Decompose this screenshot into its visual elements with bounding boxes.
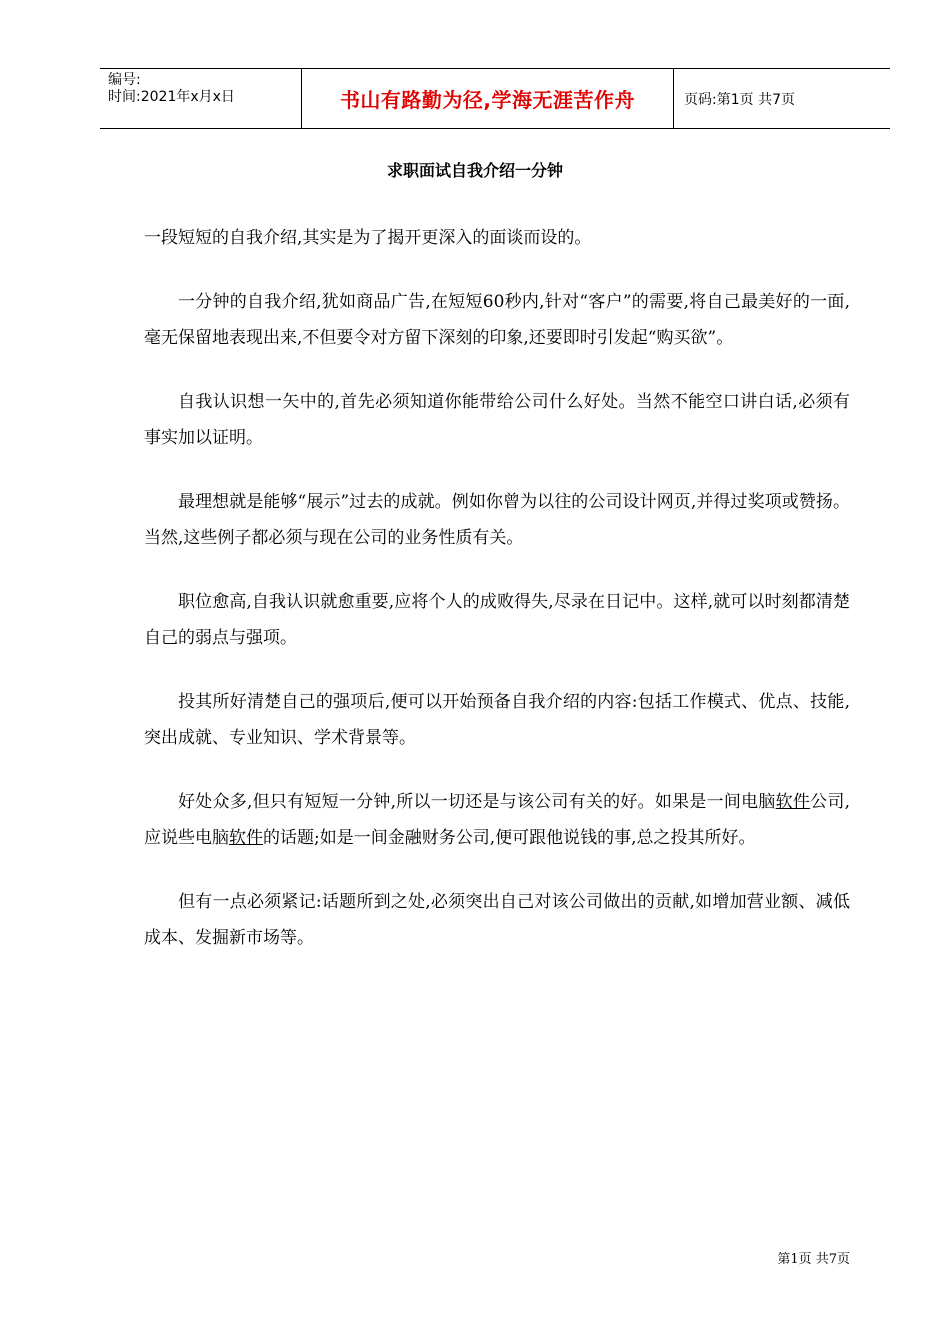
paragraph: 投其所好清楚自己的强项后,便可以开始预备自我介绍的内容:包括工作模式、优点、技能,突出成就、专业知识、学术背景等。 (144, 692, 850, 748)
document-body (144, 220, 850, 984)
paragraph-text: 公司,应说些电脑 (144, 792, 851, 848)
paragraph: 但有一点必须紧记:话题所到之处,必须突出自己对该公司做出的贡献,如增加营业额、减低成本、发掘新市场等。 (144, 892, 850, 948)
paragraph: 职位愈高,自我认识就愈重要,应将个人的成败得失,尽录在日记中。这样,就可以时刻都清楚自己的弱点与强项。 (144, 592, 850, 648)
header-page-cell (674, 69, 890, 128)
paragraph-with-links (144, 784, 850, 856)
header-page-info: 页码:第1页 共7页 (684, 91, 795, 108)
paragraph-text: 的话题;如是一间金融财务公司,便可跟他说钱的事,总之投其所好。 (263, 828, 756, 848)
paragraph: 最理想就是能够“展示”过去的成就。例如你曾为以往的公司设计网页,并得过奖项或赞扬。当然,这些例子都必须与现在公司的业务性质有关。 (144, 492, 850, 548)
page-footer: 第1页 共7页 (777, 1252, 850, 1267)
header-meta (100, 69, 301, 128)
page-header (100, 68, 890, 129)
document-time-label: 时间:2021年x月x日 (108, 89, 235, 105)
header-motto-cell (301, 69, 674, 128)
paragraph-text: 好处众多,但只有短短一分钟,所以一切还是与该公司有关的好。如果是一间电脑 (178, 792, 776, 812)
software-link[interactable]: 软件 (229, 828, 263, 848)
document-number-label: 编号: (108, 72, 141, 88)
header-motto: 书山有路勤为径,学海无涯苦作舟 (339, 88, 636, 112)
paragraph: 一段短短的自我介绍,其实是为了揭开更深入的面谈而设的。 (144, 228, 592, 248)
software-link[interactable]: 软件 (775, 792, 811, 812)
paragraph: 一分钟的自我介绍,犹如商品广告,在短短60秒内,针对“客户”的需要,将自己最美好的一面,毫无保留地表现出来,不但要令对方留下深刻的印象,还要即时引发起“购买欲”。 (144, 292, 850, 348)
document-title: 求职面试自我介绍一分钟 (386, 161, 563, 180)
paragraph: 自我认识想一矢中的,首先必须知道你能带给公司什么好处。当然不能空口讲白话,必须有事实加以证明。 (144, 392, 850, 448)
